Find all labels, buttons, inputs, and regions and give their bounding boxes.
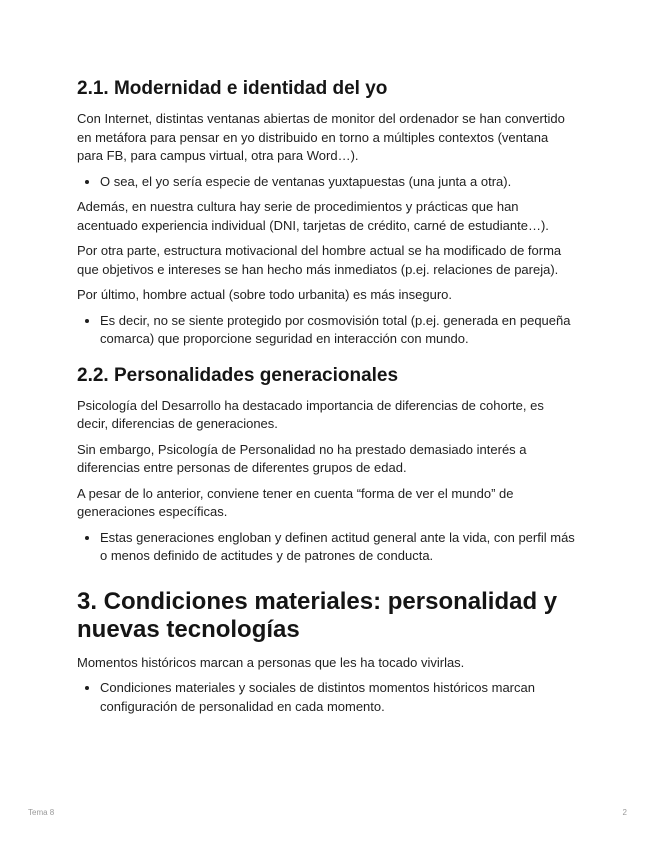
bullet-list (77, 679, 577, 716)
paragraph: Con Internet, distintas ventanas abiertas de monitor del ordenador se han convertido en metáfora para pensar en yo distribuido en torno a múltiples contextos (ventana para FB, para campus virtual, otra para Word…). (77, 111, 565, 163)
heading-section-2-2: 2.2. Personalidades generacionales (77, 364, 399, 386)
list-item: • Es decir, no se siente protegido por cosmovisión total (p.ej. generada en pequeña comarca) que proporcione seguridad en interacción con mundo. (100, 312, 577, 349)
page-number: 2 (622, 808, 627, 817)
paragraph: A pesar de lo anterior, conviene tener en cuenta “forma de ver el mundo” de generaciones específicas. (77, 485, 514, 519)
paragraph: Psicología del Desarrollo ha destacado importancia de diferencias de cohorte, es decir, diferencias de generaciones. (77, 397, 544, 431)
paragraph: Además, en nuestra cultura hay serie de procedimientos y prácticas que han acentuado experiencia individual (DNI, tarjetas de crédito, carné de estudiante…). (77, 199, 549, 233)
paragraph: Momentos históricos marcan a personas que les ha tocado vivirlas. (77, 654, 465, 670)
paragraph: Por último, hombre actual (sobre todo urbanita) es más inseguro. (77, 287, 453, 302)
bullet-list (77, 312, 577, 349)
list-item: • Condiciones materiales y sociales de distintos momentos históricos marcan configuración de personalidad en cada momento. (100, 679, 577, 716)
paragraph: Sin embargo, Psicología de Personalidad no ha prestado demasiado interés a diferencias entre personas de diferentes grupos de edad. (77, 441, 527, 475)
paragraph: Por otra parte, estructura motivacional del hombre actual se ha modificado de forma que objetivos e intereses se han hecho más inmediatos (p.ej. relaciones de pareja). (77, 243, 562, 277)
document-body (77, 78, 577, 723)
list-item: • Estas generaciones engloban y definen actitud general ante la vida, con perfil más o menos definido de actitudes y de patrones de conducta. (100, 529, 577, 566)
bullet-list (77, 173, 577, 192)
footer-topic: Tema 8 (28, 808, 55, 817)
heading-section-3: 3. Condiciones materiales: personalidad y nuevas tecnologías (77, 587, 558, 643)
heading-section-2-1: 2.1. Modernidad e identidad del yo (77, 78, 388, 99)
bullet-list (77, 529, 577, 566)
list-item: • O sea, el yo sería especie de ventanas yuxtapuestas (una junta a otra). (100, 173, 577, 192)
